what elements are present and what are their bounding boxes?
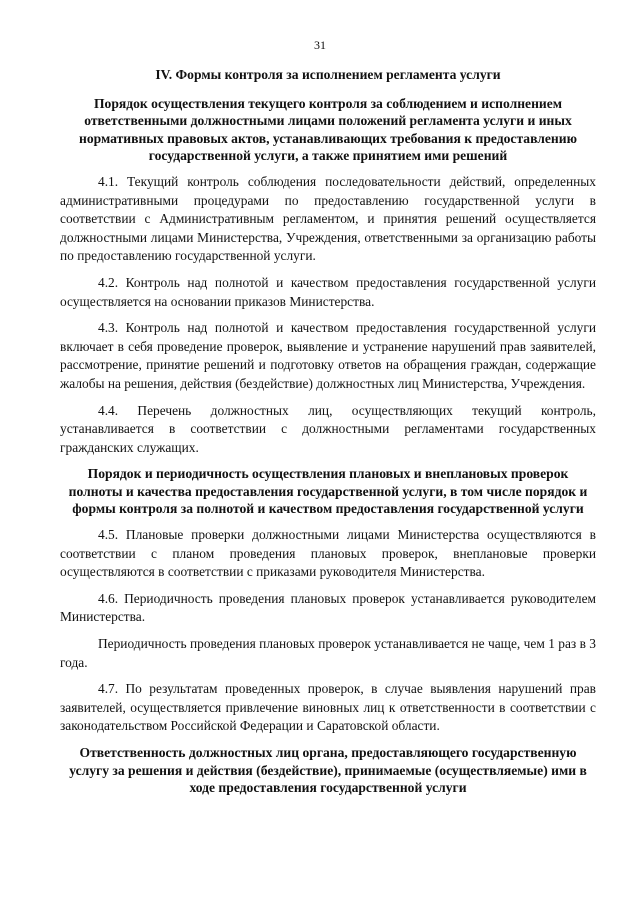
subsection-heading: Порядок и периодичность осуществления плановых и внеплановых проверок полноты и качества предоставления государственной услуги, в том числе порядок и формы контроля за полнотой и качеством предоставления государственной услуги: [68, 466, 588, 517]
subsection-heading: Порядок осуществления текущего контроля за соблюдением и исполнением ответственными должностными лицами положений регламента услуги и иных нормативных правовых актов, устанавливающих требования к предоставлению государственной услуги, а также принятием ими решений: [79, 95, 577, 164]
paragraph-4-7: 4.7. По результатам проведенных проверок, в случае выявления нарушений прав заявителей, осуществляется привлечение виновных лиц к ответственности в соответствии с законодательством Российской Федерации и Саратовской области.: [60, 681, 596, 734]
paragraph-4-4: 4.4. Перечень должностных лиц, осуществляющих текущий контроль, устанавливается в соответствии с должностными регламентами государственных гражданских служащих.: [60, 402, 596, 455]
paragraph-4-3: 4.3. Контроль над полнотой и качеством предоставления государственной услуги включает в себя проведение проверок, выявление и устранение нарушений прав заявителей, рассмотрение, принятие решений и подготовку ответов на обращения граждан, содержащие жалобы на решения, действия (бездействие) должностных лиц Министерства, Учреждения.: [60, 320, 596, 391]
paragraph-4-5: 4.5. Плановые проверки должностными лицами Министерства осуществляются в соответствии с планом проведения плановых проверок, внеплановые проверки осуществляются в соответствии с приказами руководителя Министерства.: [60, 527, 596, 580]
page-number: 31: [314, 38, 326, 52]
subsection-heading: Ответственность должностных лиц органа, предоставляющего государственную услугу за решения и действия (бездействие), принимаемые (осуществляемые) ими в ходе предоставления государственной услуги: [69, 745, 587, 796]
document-body: [60, 66, 596, 805]
paragraph-4-6: 4.6. Периодичность проведения плановых проверок устанавливается руководителем Министерства.: [60, 590, 596, 625]
section-title: IV. Формы контроля за исполнением регламента услуги: [155, 67, 501, 82]
paragraph-periodicity: Периодичность проведения плановых проверок устанавливается не чаще, чем 1 раз в 3 года.: [60, 636, 596, 670]
paragraph-4-1: 4.1. Текущий контроль соблюдения последовательности действий, определенных административными процедурами по предоставлению государственной услуги в соответствии с Административным регламентом, и принятия решений осуществляется должностными лицами Министерства, Учреждения, ответственными за организацию работы по предоставлению государственной услуги.: [60, 173, 596, 264]
paragraph-4-2: 4.2. Контроль над полнотой и качеством предоставления государственной услуги осуществляется на основании приказов Министерства.: [60, 274, 596, 309]
